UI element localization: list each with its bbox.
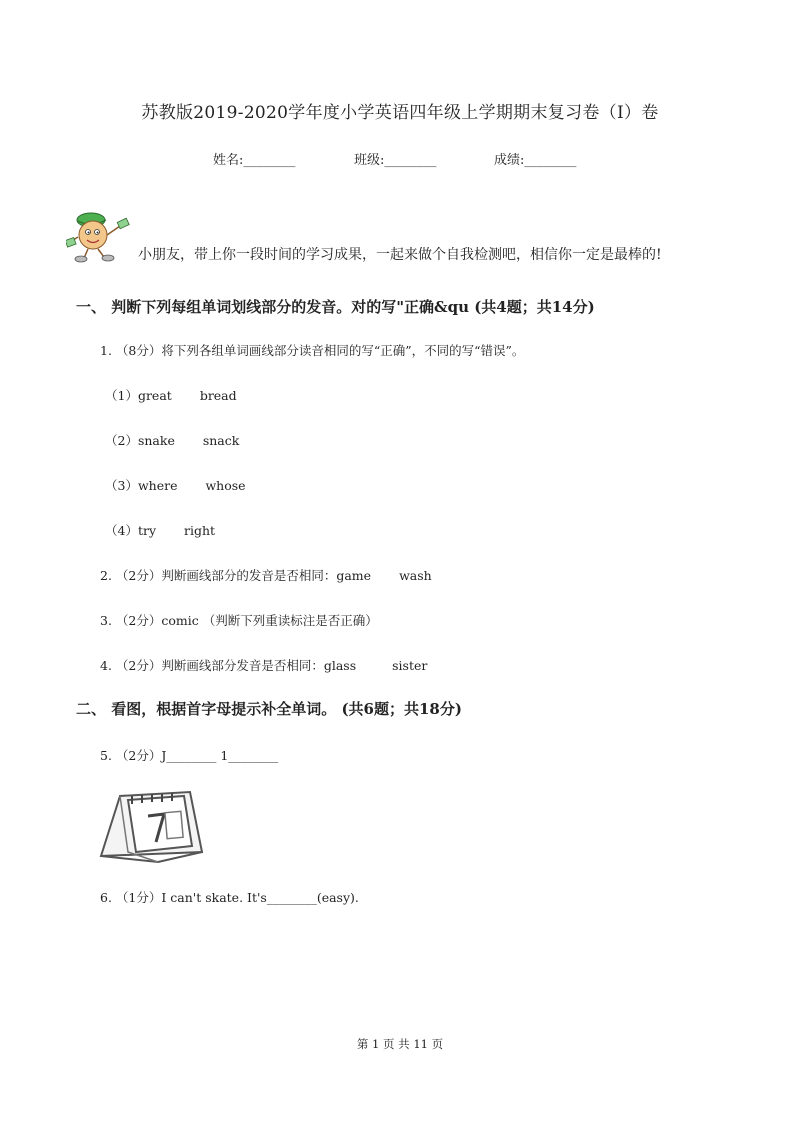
question-1-item-3 xyxy=(105,476,246,494)
word-1: try xyxy=(137,523,157,538)
intro-text: 小朋友，带上你一段时间的学习成果，一起来做个自我检测吧，相信你一定是最棒的! xyxy=(138,247,662,263)
item-number: （2） xyxy=(105,433,138,448)
question-1-item-4 xyxy=(105,521,215,539)
question-4 xyxy=(100,656,427,674)
page-title: 苏教版2019-2020学年度小学英语四年级上学期期末复习卷（I）卷 xyxy=(141,103,659,123)
item-number: （4） xyxy=(105,523,138,538)
word-2: snack xyxy=(202,433,240,448)
word-1: great xyxy=(137,388,172,403)
item-number: （1） xyxy=(105,388,138,403)
word-2: whose xyxy=(205,478,246,493)
word-2: right xyxy=(184,523,216,538)
question-5-stem: 5. （2分）J________ 1________ xyxy=(100,748,279,763)
question-1-item-2 xyxy=(105,431,239,449)
section-1-heading: 一、 判断下列每组单词划线部分的发音。对的写"正确&qu (共4题；共14分) xyxy=(76,298,595,316)
question-4-word-2: sister xyxy=(392,658,428,673)
question-6-stem: 6. （1分）I can't skate. It's________(easy). xyxy=(100,890,359,905)
page-footer: 第 1 页 共 11 页 xyxy=(356,1037,444,1051)
word-1: snake xyxy=(137,433,175,448)
question-3-stem: 3. （2分）comic （判断下列重读标注是否正确） xyxy=(100,613,378,628)
question-2 xyxy=(100,566,432,584)
question-2-stem: 2. （2分）判断画线部分的发音是否相同：game xyxy=(100,568,372,583)
section-2-heading: 二、 看图，根据首字母提示补全单词。 (共6题；共18分) xyxy=(76,700,462,718)
student-name-field: 姓名:________ xyxy=(213,153,296,168)
class-field: 班级:________ xyxy=(354,153,437,168)
score-field: 成绩:________ xyxy=(494,153,577,168)
question-2-word-2: wash xyxy=(399,568,432,583)
question-4-stem: 4. （2分）判断画线部分发音是否相同：glass xyxy=(100,658,357,673)
question-1-stem: 1. （8分）将下列各组单词画线部分读音相同的写“正确”，不同的写“错误”。 xyxy=(100,343,525,358)
word-1: where xyxy=(137,478,178,493)
cartoon-boy-with-cap-icon xyxy=(66,208,132,264)
question-1-item-1 xyxy=(105,386,237,404)
desk-calendar-7-icon xyxy=(98,782,206,866)
word-2: bread xyxy=(199,388,237,403)
item-number: （3） xyxy=(105,478,138,493)
